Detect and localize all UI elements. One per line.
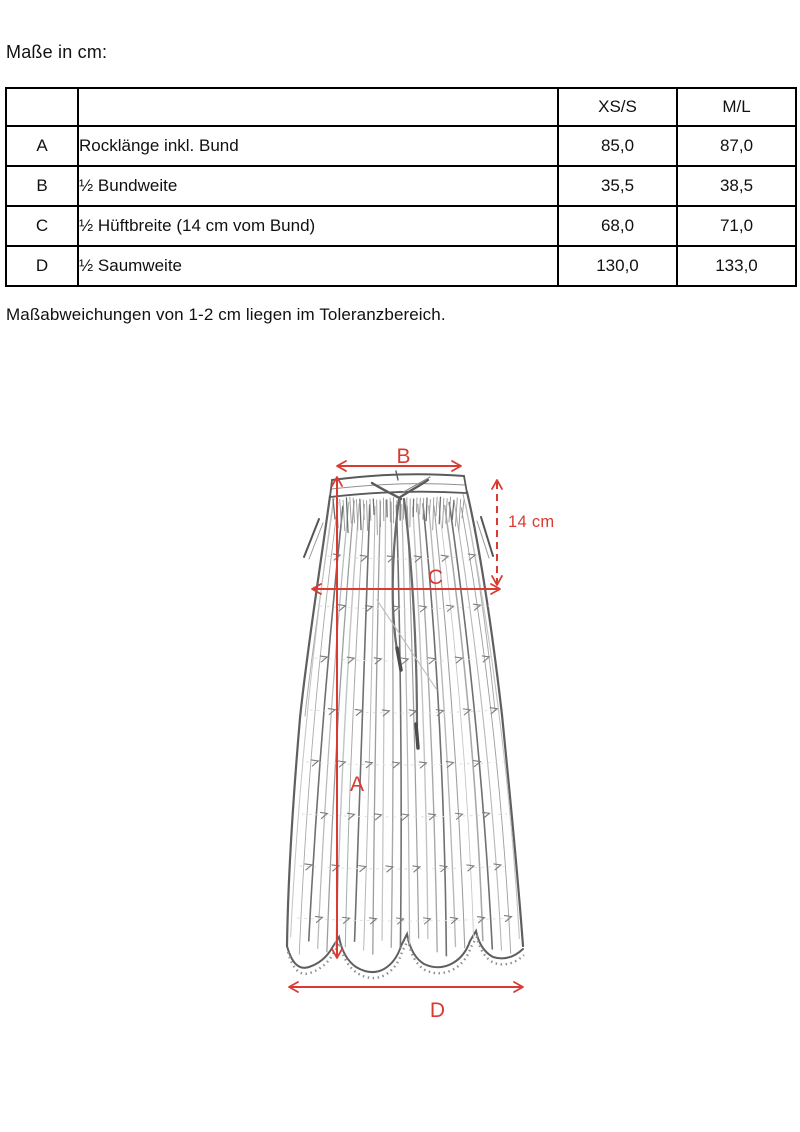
header-size-xs-s: XS/S: [558, 88, 677, 126]
header-size-m-l: M/L: [677, 88, 796, 126]
row-label: Rocklänge inkl. Bund: [78, 126, 558, 166]
tolerance-note: Maßabweichungen von 1-2 cm liegen im Toleranzbereich.: [6, 305, 446, 324]
row-label: ½ Saumweite: [78, 246, 558, 286]
row-value-m-l: 133,0: [677, 246, 796, 286]
row-letter: D: [6, 246, 78, 286]
row-letter: A: [6, 126, 78, 166]
row-value-m-l: 38,5: [677, 166, 796, 206]
page-title: Maße in cm:: [6, 42, 108, 62]
dim-label-d: D: [429, 999, 447, 1022]
dim-label-b: B: [396, 445, 412, 468]
skirt-sketch-drawing: [287, 471, 524, 978]
dim-label-c: C: [427, 566, 445, 589]
row-letter: C: [6, 206, 78, 246]
row-label: ½ Hüftbreite (14 cm vom Bund): [78, 206, 558, 246]
row-value-xs-s: 130,0: [558, 246, 677, 286]
row-value-m-l: 71,0: [677, 206, 796, 246]
row-value-xs-s: 35,5: [558, 166, 677, 206]
dim-label-a: A: [350, 773, 366, 796]
row-value-m-l: 87,0: [677, 126, 796, 166]
row-label: ½ Bundweite: [78, 166, 558, 206]
row-letter: B: [6, 166, 78, 206]
dim-label-hip-offset: 14 cm: [508, 513, 555, 531]
row-value-xs-s: 68,0: [558, 206, 677, 246]
row-value-xs-s: 85,0: [558, 126, 677, 166]
